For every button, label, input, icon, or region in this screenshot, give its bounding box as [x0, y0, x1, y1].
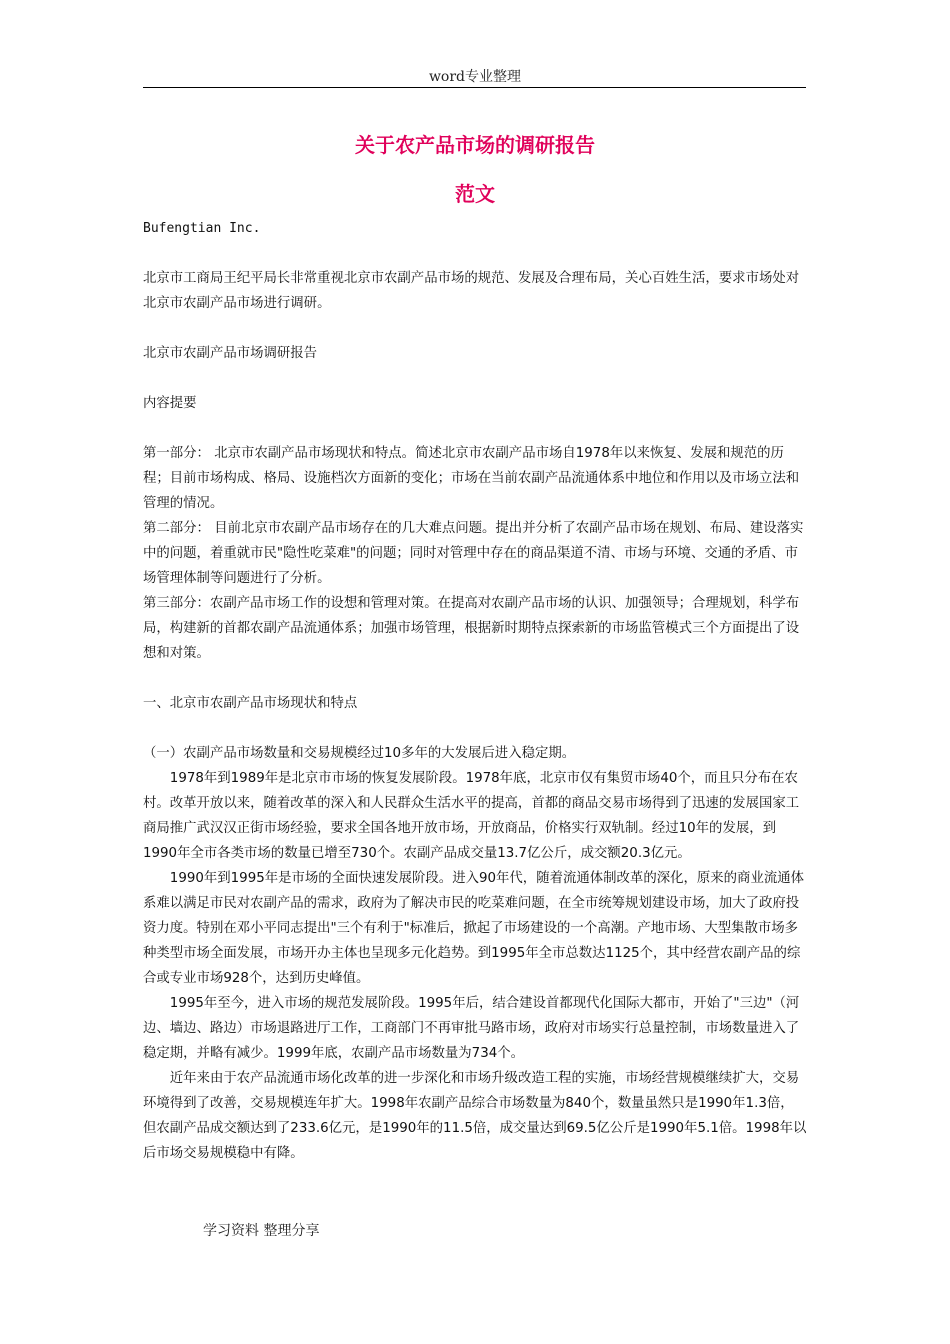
summary-part-1: 第一部分： 北京市农副产品市场现状和特点。简述北京市农副产品市场自1978年以来恢复、发展和规范的历程；目前市场构成、格局、设施档次方面新的变化；市场在当前农副产品流通体系中地位和作用以及市场立法和管理的情况。	[143, 446, 800, 511]
body-paragraph: 1978年到1989年是北京市市场的恢复发展阶段。1978年底，北京市仅有集贸市场40个，而且只分布在农村。改革开放以来，随着改革的深入和人民群众生活水平的提高，首都的商品交易市场得到了迅速的发展国家工商局推广武汉汉正街市场经验，要求全国各地开放市场，开放商品，价格实行双轨制。经过10年的发展，到1990年全市各类市场的数量已增至730个。农副产品成交量13.7亿公斤，成交额20.3亿元。	[143, 771, 800, 861]
summary-part-2: 第二部分： 目前北京市农副产品市场存在的几大难点问题。提出并分析了农副产品市场在规划、布局、建设落实中的问题，着重就市民"隐性吃菜难"的问题；同时对管理中存在的商品渠道不清、市场与环境、交通的矛盾、市场管理体制等问题进行了分析。	[143, 521, 804, 586]
page-header: word专业整理	[428, 69, 522, 85]
summary-heading: 内容提要	[143, 396, 197, 411]
header-divider	[143, 87, 806, 88]
body-paragraph: 近年来由于农产品流通市场化改革的进一步深化和市场升级改造工程的实施，市场经营规模继续扩大，交易环境得到了改善，交易规模连年扩大。1998年农副产品综合市场数量为840个，数量虽然只是1990年1.3倍，但农副产品成交额达到了233.6亿元，是1990年的11.5倍，成交量达到69.5亿公斤是1990年5.1倍。1998年以后市场交易规模稳中有降。	[143, 1071, 807, 1161]
report-title: 北京市农副产品市场调研报告	[143, 346, 318, 361]
section-heading-1: 一、北京市农副产品市场现状和特点	[143, 696, 358, 711]
company-name: Bufengtian Inc.	[143, 221, 261, 236]
subsection-heading-1: （一）农副产品市场数量和交易规模经过10多年的大发展后进入稳定期。	[143, 746, 576, 761]
intro-paragraph: 北京市工商局王纪平局长非常重视北京市农副产品市场的规范、发展及合理布局，关心百姓生活，要求市场处对北京市农副产品市场进行调研。	[143, 271, 800, 311]
body-paragraph: 1995年至今，进入市场的规范发展阶段。1995年后，结合建设首都现代化国际大都市，开始了"三边"（河边、墙边、路边）市场退路进厅工作，工商部门不再审批马路市场，政府对市场实行总量控制，市场数量进入了稳定期，并略有减少。1999年底，农副产品市场数量为734个。	[143, 996, 800, 1061]
document-subtitle: 范文	[455, 182, 495, 206]
page-footer: 学习资料 整理分享	[203, 1223, 320, 1239]
document-body	[143, 216, 807, 1166]
summary-part-3: 第三部分：农副产品市场工作的设想和管理对策。在提高对农副产品市场的认识、加强领导；合理规划，科学布局，构建新的首都农副产品流通体系；加强市场管理，根据新时期特点探索新的市场监管模式三个方面提出了设想和对策。	[143, 596, 800, 661]
document-title: 关于农产品市场的调研报告	[355, 133, 595, 157]
body-paragraph: 1990年到1995年是市场的全面快速发展阶段。进入90年代，随着流通体制改革的深化，原来的商业流通体系难以满足市民对农副产品的需求，政府为了解决市民的吃菜难问题，在全市统筹规划建设市场，加大了政府投资力度。特别在邓小平同志提出"三个有利于"标准后，掀起了市场建设的一个高潮。产地市场、大型集散市场多种类型市场全面发展，市场开办主体也呈现多元化趋势。到1995年全市总数达1125个，其中经营农副产品的综合或专业市场928个，达到历史峰值。	[143, 871, 805, 986]
